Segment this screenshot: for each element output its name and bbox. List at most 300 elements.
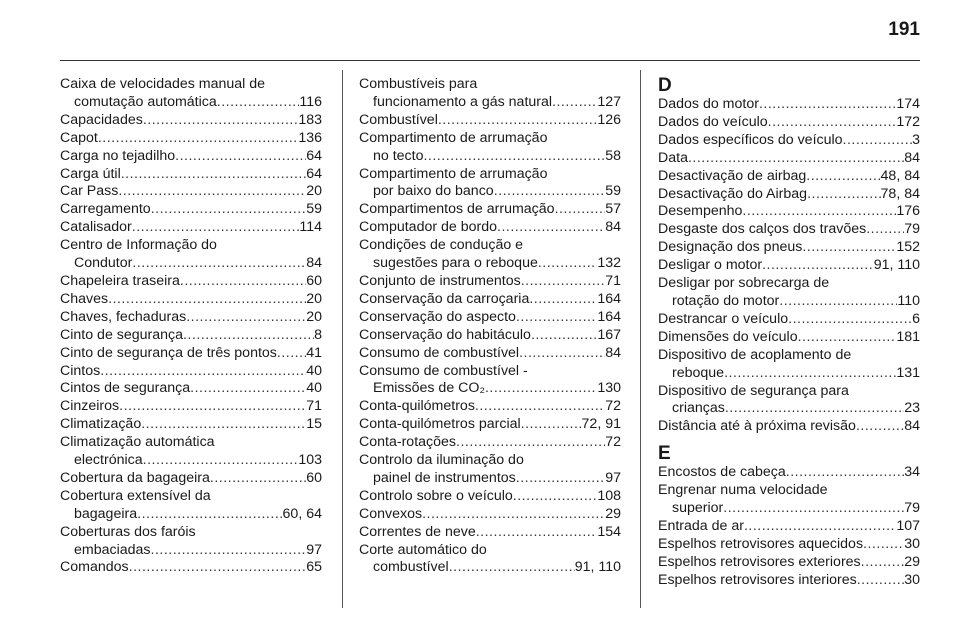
index-entry-line — [60, 452, 322, 470]
page-reference: 34 — [904, 464, 920, 481]
index-entry-line — [359, 201, 621, 219]
index-entry — [658, 203, 920, 221]
page-reference: 131 — [896, 364, 920, 381]
index-entry — [60, 273, 322, 291]
index-entry — [359, 434, 621, 452]
index-term: Controlo da iluminação do — [359, 452, 524, 469]
page-reference: 60 — [306, 272, 322, 289]
index-term: Designação dos pneus — [658, 239, 803, 256]
page-reference: 41 — [306, 344, 322, 361]
page-reference: 59 — [605, 183, 621, 200]
dot-leader — [497, 219, 605, 237]
index-term: Catalisador — [60, 219, 132, 236]
index-term: Compartimentos de arrumação — [359, 201, 555, 218]
index-entry — [359, 345, 621, 363]
section-letter: D — [658, 75, 672, 96]
index-entry — [658, 96, 920, 114]
index-entry-line — [658, 464, 920, 482]
index-entry-line — [359, 398, 621, 416]
dot-leader — [180, 273, 306, 291]
index-entry-line — [60, 559, 322, 577]
index-entry-line — [359, 219, 621, 237]
index-entry — [658, 150, 920, 168]
index-term: Chaves — [60, 290, 109, 307]
index-term: Cintos — [60, 362, 101, 379]
index-entry-line — [60, 273, 322, 291]
index-entry — [658, 275, 920, 311]
index-term: Capot — [60, 129, 98, 146]
page-reference: 23 — [904, 400, 920, 417]
page-reference: 64 — [306, 165, 322, 182]
page-reference: 72 — [605, 398, 621, 415]
index-term: Espelhos retrovisores exteriores — [658, 553, 861, 570]
index-term: Desligar por sobrecarga de — [658, 275, 830, 292]
index-entry — [658, 114, 920, 132]
page-reference: 107 — [896, 517, 920, 534]
index-entry — [60, 309, 322, 327]
index-entry — [60, 380, 322, 398]
dot-leader — [217, 94, 300, 112]
page-reference: 30 — [904, 535, 920, 552]
index-entry — [359, 166, 621, 202]
page-reference: 8 — [314, 326, 322, 343]
page-reference: 20 — [306, 183, 322, 200]
index-entry-line — [658, 150, 920, 168]
index-entry-line — [359, 434, 621, 452]
page-reference: 91, 110 — [574, 559, 621, 576]
index-entry-line — [658, 572, 920, 590]
index-entry-line — [658, 347, 920, 365]
page-reference: 72 — [605, 434, 621, 451]
page-reference: 79 — [904, 500, 920, 517]
page-reference: 132 — [597, 255, 621, 272]
index-entry-line — [359, 183, 621, 201]
page-reference: 127 — [597, 93, 621, 110]
dot-leader — [210, 470, 306, 488]
index-entry-line — [359, 363, 621, 381]
index-entry-line — [359, 524, 621, 542]
dot-leader — [802, 239, 896, 257]
index-entry-line — [658, 239, 920, 257]
page-reference: 30 — [904, 571, 920, 588]
index-entry-line — [658, 400, 920, 418]
index-term: comutação automática — [74, 93, 217, 110]
index-term: Engrenar numa velocidade — [658, 482, 828, 499]
page-reference: 6 — [912, 310, 920, 327]
index-entry — [658, 347, 920, 383]
index-entry — [658, 221, 920, 239]
index-entry-line — [60, 434, 322, 452]
index-entry-line — [359, 345, 621, 363]
index-entry-line — [658, 186, 920, 204]
index-entry — [60, 398, 322, 416]
index-term: Data — [658, 149, 688, 166]
dot-leader — [108, 291, 306, 309]
page-reference: 97 — [306, 541, 322, 558]
index-entry — [60, 183, 322, 201]
index-term: Dados do veículo — [658, 113, 768, 130]
index-entry — [359, 291, 621, 309]
page-reference: 40 — [306, 380, 322, 397]
index-entry — [60, 524, 322, 560]
dot-leader — [863, 536, 904, 554]
index-term: Cobertura da bagageira — [60, 469, 210, 486]
page-reference: 40 — [306, 362, 322, 379]
dot-leader — [143, 452, 299, 470]
index-entry-line — [60, 470, 322, 488]
index-entry — [60, 345, 322, 363]
index-entry-line — [359, 130, 621, 148]
index-term: sugestões para o reboque — [373, 255, 538, 272]
index-entry — [60, 219, 322, 237]
index-term: Consumo de combustível — [359, 344, 520, 361]
index-entry — [60, 112, 322, 130]
page-reference: 116 — [299, 93, 322, 110]
column-divider — [640, 70, 641, 608]
dot-leader — [742, 203, 896, 221]
index-term: Combustíveis para — [359, 76, 478, 92]
index-entry — [359, 506, 621, 524]
page-reference: 136 — [298, 129, 322, 146]
index-entry — [359, 363, 621, 399]
index-entry-line — [658, 96, 920, 114]
index-term: reboque — [672, 364, 725, 381]
page-reference: 114 — [299, 219, 322, 236]
index-entry — [359, 327, 621, 345]
dot-leader — [183, 327, 314, 345]
index-entry-line — [359, 94, 621, 112]
index-entry — [60, 237, 322, 273]
dot-leader — [724, 365, 896, 383]
index-entry-line — [359, 416, 621, 434]
index-entry — [60, 327, 322, 345]
index-term: Desgaste dos calços dos travões — [658, 221, 867, 238]
index-entry — [60, 291, 322, 309]
dot-leader — [516, 309, 597, 327]
dot-leader — [768, 114, 897, 132]
index-entry — [658, 572, 920, 590]
page-reference: 48, 84 — [880, 167, 920, 184]
dot-leader — [143, 112, 299, 130]
index-term: funcionamento a gás natural — [373, 93, 553, 110]
dot-leader — [151, 542, 307, 560]
index-entry-line — [60, 542, 322, 560]
index-entry-line — [658, 203, 920, 221]
dot-leader — [723, 500, 904, 518]
index-entry — [60, 166, 322, 184]
page-reference: 59 — [306, 201, 322, 218]
page-reference: 84 — [904, 418, 920, 435]
dot-leader — [141, 416, 306, 434]
index-entry-line — [658, 311, 920, 329]
dot-leader — [456, 434, 605, 452]
index-entry-line — [60, 345, 322, 363]
dot-leader — [423, 148, 605, 166]
index-term: Conservação do aspecto — [359, 308, 516, 325]
index-entry — [658, 186, 920, 204]
page-reference: 176 — [896, 203, 920, 220]
index-entry — [658, 132, 920, 150]
index-entry-line — [658, 257, 920, 275]
index-term: Dados do motor — [658, 96, 759, 112]
index-entry — [60, 76, 322, 112]
index-term: Desactivação de airbag — [658, 167, 807, 184]
dot-leader — [521, 273, 606, 291]
index-term: Comandos — [60, 559, 129, 576]
index-entry-line — [658, 383, 920, 401]
index-entry-line — [359, 148, 621, 166]
page-reference: 97 — [605, 469, 621, 486]
index-term: Capacidades — [60, 111, 143, 128]
dot-leader — [529, 291, 597, 309]
index-term: Corte automático do — [359, 541, 487, 558]
index-entry — [60, 470, 322, 488]
index-term: Espelhos retrovisores interiores — [658, 571, 857, 588]
index-term: Espelhos retrovisores aquecidos — [658, 535, 864, 552]
index-term: Cobertura extensível da — [60, 487, 211, 504]
index-term: Conjunto de instrumentos — [359, 272, 521, 289]
index-term: Centro de Informação do — [60, 237, 217, 254]
index-entry-line — [60, 363, 322, 381]
dot-leader — [762, 257, 874, 275]
index-term: por baixo do banco — [373, 183, 494, 200]
page-reference: 181 — [896, 328, 920, 345]
index-entry-line — [60, 506, 322, 524]
page-number: 191 — [888, 19, 920, 40]
index-term: Dispositivo de segurança para — [658, 382, 849, 399]
index-term: Combustível — [359, 111, 438, 128]
index-entry-line — [60, 398, 322, 416]
index-entry — [359, 273, 621, 291]
index-term: Computador de bordo — [359, 219, 498, 236]
page-reference: 108 — [597, 487, 621, 504]
index-term: Coberturas dos faróis — [60, 523, 196, 540]
index-entry-line — [359, 470, 621, 488]
index-term: Climatização — [60, 416, 142, 433]
index-entry — [658, 554, 920, 572]
index-term: Destrancar o veículo — [658, 310, 789, 327]
index-column-3 — [658, 76, 920, 590]
index-term: Emissões de CO₂ — [373, 380, 485, 397]
page-reference: 84 — [605, 219, 621, 236]
index-term: Controlo sobre o veículo — [359, 487, 513, 504]
index-entry — [60, 416, 322, 434]
index-entry — [359, 524, 621, 542]
page-reference: 79 — [904, 221, 920, 238]
dot-leader — [744, 518, 896, 536]
index-term: Climatização automática — [60, 434, 215, 451]
dot-leader — [688, 150, 904, 168]
index-term: Chapeleira traseira — [60, 272, 180, 289]
index-term: Car Pass — [60, 183, 119, 200]
page-reference: 20 — [306, 308, 322, 325]
index-entry-line — [658, 168, 920, 186]
index-entry-line — [658, 365, 920, 383]
index-entry-line — [60, 130, 322, 148]
page-reference: 29 — [904, 553, 920, 570]
dot-leader — [190, 380, 306, 398]
dot-leader — [119, 398, 306, 416]
index-entry — [359, 76, 621, 112]
page-reference: 84 — [904, 149, 920, 166]
index-entry — [658, 383, 920, 419]
dot-leader — [857, 572, 905, 590]
page-reference: 57 — [605, 201, 621, 218]
index-term: Carga útil — [60, 165, 121, 182]
dot-leader — [175, 148, 306, 166]
page-reference: 154 — [597, 523, 621, 540]
index-entry — [359, 309, 621, 327]
page-reference: 103 — [298, 452, 322, 469]
index-term: Desactivação do Airbag — [658, 185, 808, 202]
dot-leader — [725, 400, 904, 418]
page-reference: 130 — [597, 380, 621, 397]
index-term: Cinto de segurança — [60, 326, 184, 343]
page-reference: 3 — [912, 131, 920, 148]
dot-leader — [806, 168, 880, 186]
index-term: Cinzeiros — [60, 398, 120, 415]
index-term: electrónica — [74, 452, 143, 469]
page-reference: 110 — [897, 292, 920, 309]
index-term: Consumo de combustível - — [359, 362, 528, 379]
index-entry-line — [658, 482, 920, 500]
dot-leader — [856, 418, 904, 436]
dot-leader — [277, 345, 306, 363]
dot-leader — [100, 363, 306, 381]
dot-leader — [807, 186, 880, 204]
index-term: Conta-rotações — [359, 434, 456, 451]
page-reference: 172 — [896, 113, 920, 130]
index-entry — [658, 168, 920, 186]
dot-leader — [485, 380, 597, 398]
dot-leader — [186, 309, 306, 327]
index-term: Caixa de velocidades manual de — [60, 76, 266, 92]
dot-leader — [151, 201, 307, 219]
index-term: Carregamento — [60, 201, 151, 218]
index-term: crianças — [672, 400, 725, 417]
index-entry — [658, 482, 920, 518]
page-reference: 20 — [306, 290, 322, 307]
index-entry — [60, 148, 322, 166]
page-reference: 91, 110 — [873, 257, 920, 274]
dot-leader — [438, 112, 597, 130]
index-term: Desempenho — [658, 203, 743, 220]
page-reference: 29 — [605, 505, 621, 522]
page-reference: 78, 84 — [880, 185, 920, 202]
page-reference: 164 — [597, 290, 621, 307]
index-entry-line — [60, 327, 322, 345]
dot-leader — [476, 524, 598, 542]
index-entry — [60, 434, 322, 470]
index-entry-line — [359, 112, 621, 130]
index-entry-line — [658, 536, 920, 554]
index-entry — [658, 536, 920, 554]
index-term: rotação do motor — [672, 292, 780, 309]
index-entry-line — [60, 524, 322, 542]
index-entry-line — [359, 166, 621, 184]
index-term: no tecto — [373, 147, 424, 164]
dot-leader — [531, 327, 597, 345]
index-term: Distância até à próxima revisão — [658, 418, 856, 435]
dot-leader — [538, 255, 597, 273]
index-entry-line — [359, 506, 621, 524]
index-entry — [359, 542, 621, 578]
index-entry-line — [359, 327, 621, 345]
index-term: painel de instrumentos — [373, 469, 516, 486]
index-entry — [60, 130, 322, 148]
index-entry-line — [658, 132, 920, 150]
dot-leader — [137, 506, 282, 524]
dot-leader — [555, 201, 606, 219]
dot-leader — [121, 166, 306, 184]
page-reference: 65 — [306, 559, 322, 576]
index-entry — [60, 201, 322, 219]
index-entry — [658, 418, 920, 436]
index-term: Convexos — [359, 505, 423, 522]
index-entry — [359, 398, 621, 416]
dot-leader — [98, 130, 298, 148]
page-reference: 15 — [306, 416, 322, 433]
index-entry — [60, 363, 322, 381]
section-letter: E — [658, 443, 671, 465]
index-entry — [60, 488, 322, 524]
index-entry-line — [359, 542, 621, 560]
dot-leader — [759, 96, 896, 114]
index-entry-line — [359, 452, 621, 470]
dot-leader — [513, 488, 598, 506]
dot-leader — [798, 329, 897, 347]
index-entry-line — [359, 488, 621, 506]
page-reference: 60 — [306, 469, 322, 486]
index-entry-line — [658, 329, 920, 347]
index-entry-line — [658, 518, 920, 536]
dot-leader — [449, 559, 575, 577]
page-reference: 71 — [605, 272, 621, 289]
dot-leader — [475, 398, 605, 416]
index-entry-line — [658, 500, 920, 518]
index-entry — [359, 416, 621, 434]
index-entry — [359, 488, 621, 506]
dot-leader — [786, 464, 904, 482]
index-entry-line — [60, 380, 322, 398]
dot-leader — [118, 183, 306, 201]
page-reference: 72, 91 — [581, 416, 621, 433]
dot-leader — [129, 559, 307, 577]
index-entry — [658, 329, 920, 347]
page-reference: 84 — [605, 344, 621, 361]
index-entry-line — [359, 291, 621, 309]
index-entry — [658, 311, 920, 329]
index-entry — [658, 257, 920, 275]
index-entry-line — [658, 114, 920, 132]
page-reference: 58 — [605, 147, 621, 164]
page-reference: 164 — [597, 308, 621, 325]
index-entry — [359, 130, 621, 166]
index-entry-line — [359, 255, 621, 273]
index-entry-line — [60, 183, 322, 201]
index-entry-line — [60, 201, 322, 219]
index-term: Condições de condução e — [359, 237, 524, 254]
index-entry-line — [60, 488, 322, 506]
index-entry — [359, 201, 621, 219]
index-entry-line — [60, 112, 322, 130]
page-reference: 126 — [597, 111, 621, 128]
index-entry-line — [60, 76, 322, 94]
index-entry-line — [60, 148, 322, 166]
page-reference: 174 — [896, 96, 920, 112]
dot-leader — [519, 345, 605, 363]
index-column-1 — [60, 76, 322, 577]
